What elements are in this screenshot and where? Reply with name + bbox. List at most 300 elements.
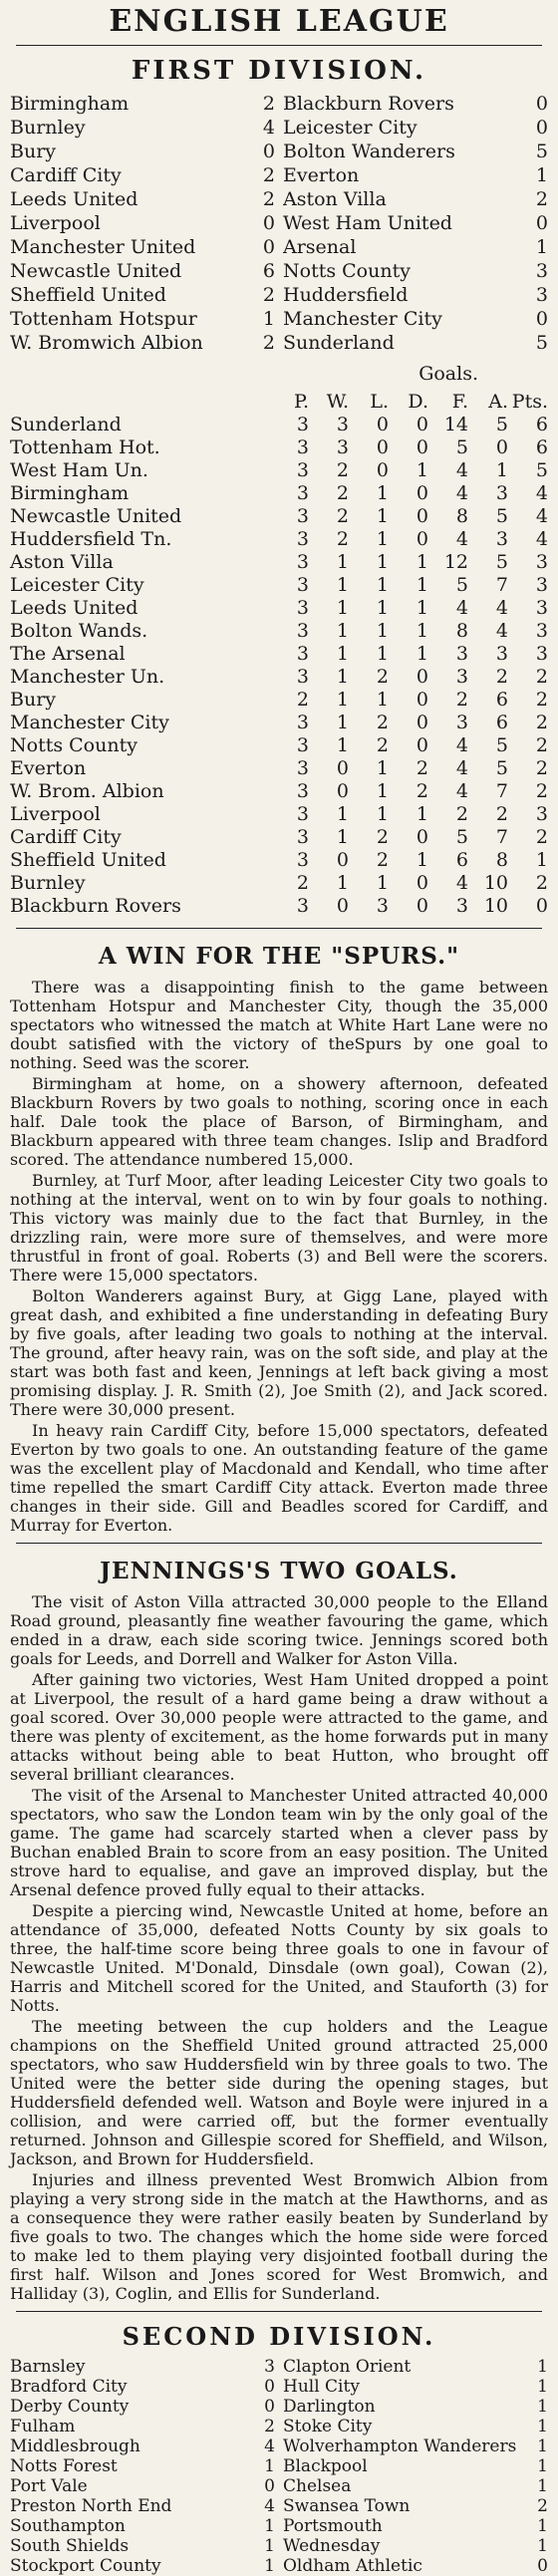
home-team: Middlesbrough: [10, 2436, 140, 2456]
stat-a: 3: [495, 482, 508, 504]
table-row: [10, 689, 548, 712]
stat-pts: 6: [535, 436, 548, 458]
stat-w: 0: [336, 849, 349, 871]
stat-f: 14: [443, 414, 468, 435]
stat-pts: 2: [535, 712, 548, 733]
report-paragraph: Injuries and illness prevented West Bromwich Albion from playing a very strong side in the match at the Hawthorns, and as a consequence they were rather easily beaten by Sunderland by five goals to two. The changes which the home side were forced to make led to them playing very disjointed football during the first half. Wilson and Jones scored for West Bromwich, and Halliday (3), Coglin, and Ellis for Sunderland.: [10, 2170, 548, 2303]
stat-l: 2: [376, 849, 389, 871]
away-team: Hull City: [283, 2377, 360, 2397]
stat-f: 4: [455, 528, 468, 550]
stat-l: 1: [376, 757, 389, 779]
stat-d: 0: [416, 505, 428, 527]
stat-a: 4: [495, 620, 508, 642]
stat-d: 0: [416, 482, 428, 504]
stat-w: 1: [336, 734, 349, 756]
away-score: 3: [535, 284, 548, 306]
home-score: 0: [262, 141, 275, 162]
stat-pts: 2: [535, 757, 548, 779]
drawn-header: D.: [408, 391, 428, 413]
away-score: 2: [535, 188, 548, 210]
stat-a: 5: [495, 414, 508, 435]
home-team: Port Vale: [10, 2476, 88, 2496]
away-team: Blackpool: [283, 2456, 368, 2476]
stat-d: 0: [416, 528, 428, 550]
stat-p: 3: [296, 849, 309, 871]
stat-w: 2: [336, 528, 349, 550]
stat-a: 4: [495, 597, 508, 619]
stat-l: 2: [376, 826, 389, 848]
home-team: Leeds United: [10, 188, 139, 210]
stat-pts: 2: [535, 780, 548, 802]
home-team: Barnsley: [10, 2357, 86, 2377]
stat-p: 3: [296, 414, 309, 435]
home-score: 0: [262, 212, 275, 234]
away-score: 0: [535, 212, 548, 234]
stat-a: 5: [495, 551, 508, 573]
home-team: Liverpool: [10, 212, 101, 234]
home-score: 2: [262, 332, 275, 354]
away-score: 1: [537, 2397, 548, 2417]
stat-a: 8: [495, 849, 508, 871]
home-score: 3: [264, 2357, 275, 2377]
away-score: 1: [537, 2476, 548, 2496]
stat-w: 1: [336, 689, 349, 711]
away-score: 1: [537, 2357, 548, 2377]
home-team: Stockport County: [10, 2556, 161, 2576]
stat-f: 8: [455, 620, 468, 642]
team-name: Leeds United: [10, 597, 139, 619]
report-paragraph: The visit of the Arsenal to Manchester United attracted 40,000 spectators, who saw the London team win by the only goal of the game. The game had scarcely started when a clever pass by Buchan enabled Brain to score from an easy position. The United strove hard to equalise, and gave an improved display, but the Arsenal defence proved fully equal to their attacks.: [10, 1786, 548, 1899]
report-paragraph: Birmingham at home, on a showery afternoon, defeated Blackburn Rovers by two goals to nothing, scoring once in each half. Dale took the place of Barson, of Birmingham, and Blackburn appeared with three team changes. Islip and Bradford scored. The attendance numbered 15,000.: [10, 1074, 548, 1169]
stat-f: 4: [455, 597, 468, 619]
stat-a: 1: [495, 459, 508, 481]
home-team: Fulham: [10, 2417, 76, 2436]
table-row: [10, 528, 548, 551]
stat-p: 3: [296, 459, 309, 481]
home-team: Bury: [10, 141, 57, 162]
result-row: [10, 92, 548, 116]
stat-d: 0: [416, 666, 428, 688]
won-header: W.: [326, 391, 349, 413]
stat-p: 3: [296, 826, 309, 848]
stat-pts: 3: [535, 620, 548, 642]
second-division-heading: SECOND DIVISION.: [122, 2322, 436, 2351]
stat-l: 2: [376, 734, 389, 756]
newspaper-page: [0, 4, 558, 2576]
stat-f: 3: [455, 895, 468, 917]
stat-d: 1: [416, 620, 428, 642]
stat-pts: 2: [535, 872, 548, 894]
stat-p: 3: [296, 551, 309, 573]
away-team: Bolton Wanderers: [283, 141, 455, 162]
goals-column-heading: Goals.: [418, 363, 478, 385]
result-row: [10, 2436, 548, 2456]
report-paragraph: Bolton Wanderers against Bury, at Gigg Lane, played with great dash, and exhibited a fine understanding in defeating Bury by five goals, after leading two goals to nothing at the interval. The ground, after heavy rain, was on the soft side, and play at the start was both fast and keen, Jennings at left back giving a most promising display. J. R. Smith (2), Joe Smith (2), and Jack scored. There were 30,000 present.: [10, 1287, 548, 1419]
away-score: 0: [535, 117, 548, 139]
away-score: 1: [535, 236, 548, 258]
result-row: [10, 2556, 548, 2576]
team-name: Tottenham Hot.: [10, 436, 160, 458]
table-row: [10, 734, 548, 757]
stat-a: 0: [495, 436, 508, 458]
away-team: Portsmouth: [283, 2516, 383, 2536]
stat-w: 1: [336, 712, 349, 733]
stat-p: 2: [296, 872, 309, 894]
stat-l: 1: [376, 482, 389, 504]
team-name: Huddersfield Tn.: [10, 528, 172, 550]
away-score: 5: [535, 141, 548, 162]
stat-a: 7: [495, 826, 508, 848]
stat-w: 3: [336, 436, 349, 458]
home-score: 6: [262, 260, 275, 282]
divider: [16, 928, 542, 929]
spurs-report-body: [10, 978, 548, 1535]
stat-a: 2: [495, 666, 508, 688]
home-team: Burnley: [10, 117, 86, 139]
home-team: Preston North End: [10, 2496, 172, 2516]
stat-d: 0: [416, 689, 428, 711]
table-row: [10, 849, 548, 872]
divider: [16, 2311, 542, 2312]
against-header: A.: [488, 391, 508, 413]
stat-f: 4: [455, 482, 468, 504]
stat-l: 1: [376, 528, 389, 550]
stat-d: 2: [416, 757, 428, 779]
divider: [16, 45, 542, 46]
stat-p: 3: [296, 528, 309, 550]
first-division-results: [10, 92, 548, 355]
stat-f: 3: [455, 643, 468, 665]
result-row: [10, 283, 548, 307]
home-score: 0: [262, 236, 275, 258]
away-team: Darlington: [283, 2397, 376, 2417]
jennings-report-heading: JENNINGS'S TWO GOALS.: [100, 1558, 458, 1584]
home-team: Bradford City: [10, 2377, 128, 2397]
stat-p: 3: [296, 734, 309, 756]
away-score: 0: [535, 93, 548, 115]
stat-l: 0: [376, 414, 389, 435]
table-row: [10, 482, 548, 505]
stat-p: 3: [296, 895, 309, 917]
stat-w: 2: [336, 482, 349, 504]
away-score: 1: [535, 164, 548, 186]
home-team: Cardiff City: [10, 164, 122, 186]
table-row: [10, 712, 548, 734]
report-paragraph: There was a disappointing finish to the game between Tottenham Hotspur and Manchester City, though the 35,000 spectators who witnessed the match at White Hart Lane were no doubt satisfied with the victory of theSpurs by one goal to nothing. Seed was the scorer.: [10, 978, 548, 1072]
home-team: Newcastle United: [10, 260, 182, 282]
jennings-report-body: [10, 1592, 548, 2303]
stat-pts: 2: [535, 826, 548, 848]
home-team: Birmingham: [10, 93, 130, 115]
home-score: 1: [264, 2556, 275, 2576]
stat-f: 2: [455, 689, 468, 711]
stat-l: 0: [376, 436, 389, 458]
stat-d: 2: [416, 780, 428, 802]
home-score: 2: [262, 188, 275, 210]
stat-pts: 3: [535, 803, 548, 825]
result-row: [10, 163, 548, 187]
stat-d: 1: [416, 574, 428, 596]
stat-f: 4: [455, 872, 468, 894]
stat-pts: 2: [535, 689, 548, 711]
stat-w: 2: [336, 459, 349, 481]
stat-l: 1: [376, 803, 389, 825]
page-title: ENGLISH LEAGUE: [109, 4, 449, 39]
stat-a: 2: [495, 803, 508, 825]
home-score: 2: [264, 2417, 275, 2436]
home-score: 1: [264, 2456, 275, 2476]
stat-p: 3: [296, 436, 309, 458]
home-score: 0: [264, 2476, 275, 2496]
stat-l: 3: [376, 895, 389, 917]
table-row: [10, 666, 548, 689]
table-row: [10, 872, 548, 895]
team-name: Liverpool: [10, 803, 101, 825]
stat-a: 5: [495, 505, 508, 527]
lost-header: L.: [370, 391, 389, 413]
stat-d: 1: [416, 459, 428, 481]
stat-f: 3: [455, 712, 468, 733]
result-row: [10, 187, 548, 211]
home-team: Derby County: [10, 2397, 130, 2417]
stat-l: 1: [376, 643, 389, 665]
team-name: Manchester City: [10, 712, 169, 733]
away-team: Arsenal: [283, 236, 357, 258]
result-row: [10, 2536, 548, 2556]
away-score: 1: [537, 2456, 548, 2476]
table-row: [10, 895, 548, 918]
stat-f: 4: [455, 757, 468, 779]
stat-d: 0: [416, 826, 428, 848]
team-name: Sunderland: [10, 414, 122, 435]
result-row: [10, 2516, 548, 2536]
team-name: Bury: [10, 689, 57, 711]
stat-pts: 1: [535, 849, 548, 871]
away-team: Swansea Town: [283, 2496, 411, 2516]
away-score: 3: [535, 260, 548, 282]
spurs-report-heading: A WIN FOR THE "SPURS.": [98, 943, 460, 970]
away-team: Notts County: [283, 260, 411, 282]
report-paragraph: Despite a piercing wind, Newcastle United at home, before an attendance of 35,000, defeated Notts County by six goals to three, the half-time score being three goals to one in favour of Newcastle United. M'Donald, Dinsdale (own goal), Cowan (2), Harris and Mitchell scored for the United, and Stauforth (3) for Notts.: [10, 1901, 548, 2015]
stat-l: 1: [376, 620, 389, 642]
report-paragraph: In heavy rain Cardiff City, before 15,000 spectators, defeated Everton by two goals to one. An outstanding feature of the game was the excellent play of Macdonald and Kendall, who time after time repelled the smart Cardiff City attack. Everton made three changes in their side. Gill and Beadles scored for Cardiff, and Murray for Everton.: [10, 1421, 548, 1535]
table-row: [10, 620, 548, 643]
away-score: 1: [537, 2377, 548, 2397]
team-name: Birmingham: [10, 482, 130, 504]
points-header: Pts.: [511, 391, 548, 413]
stat-a: 3: [495, 643, 508, 665]
table-row: [10, 780, 548, 803]
stat-a: 10: [483, 895, 508, 917]
stat-l: 1: [376, 780, 389, 802]
table-row: [10, 574, 548, 597]
played-header: P.: [294, 391, 309, 413]
stat-w: 1: [336, 872, 349, 894]
table-row: [10, 803, 548, 826]
stat-p: 3: [296, 505, 309, 527]
away-score: 1: [537, 2536, 548, 2556]
stat-d: 0: [416, 895, 428, 917]
stat-l: 1: [376, 551, 389, 573]
stat-f: 6: [455, 849, 468, 871]
home-score: 4: [264, 2436, 275, 2456]
home-score: 4: [262, 117, 275, 139]
team-name: W. Brom. Albion: [10, 780, 164, 802]
away-team: Chelsea: [283, 2476, 352, 2496]
stat-d: 0: [416, 712, 428, 733]
stat-d: 1: [416, 597, 428, 619]
stat-w: 3: [336, 414, 349, 435]
stat-a: 7: [495, 574, 508, 596]
stat-w: 1: [336, 803, 349, 825]
stat-d: 1: [416, 643, 428, 665]
stat-l: 2: [376, 712, 389, 733]
stat-a: 10: [483, 872, 508, 894]
stat-a: 5: [495, 734, 508, 756]
stat-a: 6: [495, 712, 508, 733]
table-row: [10, 505, 548, 528]
stat-p: 3: [296, 620, 309, 642]
home-score: 1: [264, 2516, 275, 2536]
stat-d: 1: [416, 551, 428, 573]
team-name: Notts County: [10, 734, 138, 756]
stat-pts: 0: [535, 895, 548, 917]
team-name: Leicester City: [10, 574, 144, 596]
stat-d: 0: [416, 734, 428, 756]
stat-p: 3: [296, 643, 309, 665]
stat-l: 1: [376, 574, 389, 596]
home-score: 1: [262, 308, 275, 330]
result-row: [10, 2476, 548, 2496]
stat-p: 3: [296, 574, 309, 596]
stat-w: 1: [336, 826, 349, 848]
away-team: Everton: [283, 164, 360, 186]
stat-p: 3: [296, 712, 309, 733]
team-name: Bolton Wands.: [10, 620, 148, 642]
team-name: Cardiff City: [10, 826, 122, 848]
league-table-header: [10, 391, 548, 414]
stat-pts: 3: [535, 643, 548, 665]
stat-a: 5: [495, 757, 508, 779]
home-team: Sheffield United: [10, 284, 166, 306]
result-row: [10, 2357, 548, 2377]
stat-p: 3: [296, 482, 309, 504]
away-score: 2: [537, 2496, 548, 2516]
result-row: [10, 259, 548, 283]
home-team: Manchester United: [10, 236, 196, 258]
stat-p: 3: [296, 666, 309, 688]
away-team: Stoke City: [283, 2417, 373, 2436]
away-team: Blackburn Rovers: [283, 93, 454, 115]
table-row: [10, 643, 548, 666]
away-score: 1: [537, 2436, 548, 2456]
stat-pts: 6: [535, 414, 548, 435]
report-paragraph: Burnley, at Turf Moor, after leading Leicester City two goals to nothing at the interval, went on to win by four goals to nothing. This victory was mainly due to the fact that Burnley, in the drizzling rain, were more sure of themselves, and were more thrustful in front of goal. Roberts (3) and Bell were the scorers. There were 15,000 spectators.: [10, 1171, 548, 1285]
stat-f: 5: [455, 574, 468, 596]
stat-f: 2: [455, 803, 468, 825]
report-paragraph: After gaining two victories, West Ham United dropped a point at Liverpool, the result of a hard game being a draw without a goal scored. Over 30,000 people were attracted to the game, and there was plenty of excitement, as the home forwards put in many attacks without being able to beat Hutton, who brought off several brilliant clearances.: [10, 1670, 548, 1784]
away-team: Leicester City: [283, 117, 418, 139]
stat-p: 3: [296, 597, 309, 619]
away-score: 0: [535, 308, 548, 330]
for-header: F.: [451, 391, 468, 413]
stat-l: 1: [376, 505, 389, 527]
second-division-results: [10, 2357, 548, 2576]
divider: [16, 1543, 542, 1544]
stat-pts: 4: [535, 505, 548, 527]
result-row: [10, 2417, 548, 2436]
table-row: [10, 459, 548, 482]
stat-pts: 2: [535, 734, 548, 756]
stat-pts: 4: [535, 528, 548, 550]
stat-w: 0: [336, 757, 349, 779]
stat-pts: 2: [535, 666, 548, 688]
team-name: Sheffield United: [10, 849, 166, 871]
home-score: 2: [262, 164, 275, 186]
away-team: Huddersfield: [283, 284, 409, 306]
result-row: [10, 2377, 548, 2397]
stat-f: 4: [455, 780, 468, 802]
stat-d: 1: [416, 849, 428, 871]
stat-l: 1: [376, 872, 389, 894]
stat-w: 0: [336, 895, 349, 917]
stat-p: 3: [296, 757, 309, 779]
stat-f: 3: [455, 666, 468, 688]
away-team: Manchester City: [283, 308, 442, 330]
result-row: [10, 331, 548, 355]
stat-d: 0: [416, 436, 428, 458]
stat-a: 3: [495, 528, 508, 550]
home-score: 4: [264, 2496, 275, 2516]
result-row: [10, 307, 548, 331]
away-team: Aston Villa: [283, 188, 387, 210]
stat-f: 8: [455, 505, 468, 527]
team-name: Newcastle United: [10, 505, 182, 527]
away-score: 1: [537, 2417, 548, 2436]
away-team: Wednesday: [283, 2536, 381, 2556]
stat-w: 1: [336, 643, 349, 665]
stat-pts: 5: [535, 459, 548, 481]
away-score: 5: [535, 332, 548, 354]
away-team: Oldham Athletic: [283, 2556, 422, 2576]
stat-w: 1: [336, 620, 349, 642]
stat-l: 2: [376, 666, 389, 688]
table-row: [10, 597, 548, 620]
stat-p: 2: [296, 689, 309, 711]
home-team: Tottenham Hotspur: [10, 308, 197, 330]
home-team: Notts Forest: [10, 2456, 118, 2476]
first-division-heading: FIRST DIVISION.: [131, 56, 427, 86]
home-team: W. Bromwich Albion: [10, 332, 203, 354]
table-row: [10, 551, 548, 574]
stat-pts: 4: [535, 482, 548, 504]
team-name: The Arsenal: [10, 643, 126, 665]
result-row: [10, 211, 548, 235]
result-row: [10, 235, 548, 259]
away-team: West Ham United: [283, 212, 452, 234]
stat-d: 0: [416, 414, 428, 435]
stat-p: 3: [296, 780, 309, 802]
report-paragraph: The meeting between the cup holders and the League champions on the Sheffield United ground attracted 25,000 spectators, who saw Huddersfield win by three goals to two. The United were the better side during the opening stages, but Huddersfield defended well. Watson and Boyle were injured in a collision, and were carried off, but the former eventually returned. Johnson and Gillespie scored for Sheffield, and Wilson, Jackson, and Brown for Huddersfield.: [10, 2017, 548, 2168]
away-score: 0: [537, 2556, 548, 2576]
home-score: 2: [262, 93, 275, 115]
result-row: [10, 116, 548, 140]
team-name: Burnley: [10, 872, 86, 894]
result-row: [10, 2496, 548, 2516]
stat-l: 1: [376, 597, 389, 619]
table-row: [10, 414, 548, 436]
away-team: Wolverhampton Wanderers: [283, 2436, 517, 2456]
